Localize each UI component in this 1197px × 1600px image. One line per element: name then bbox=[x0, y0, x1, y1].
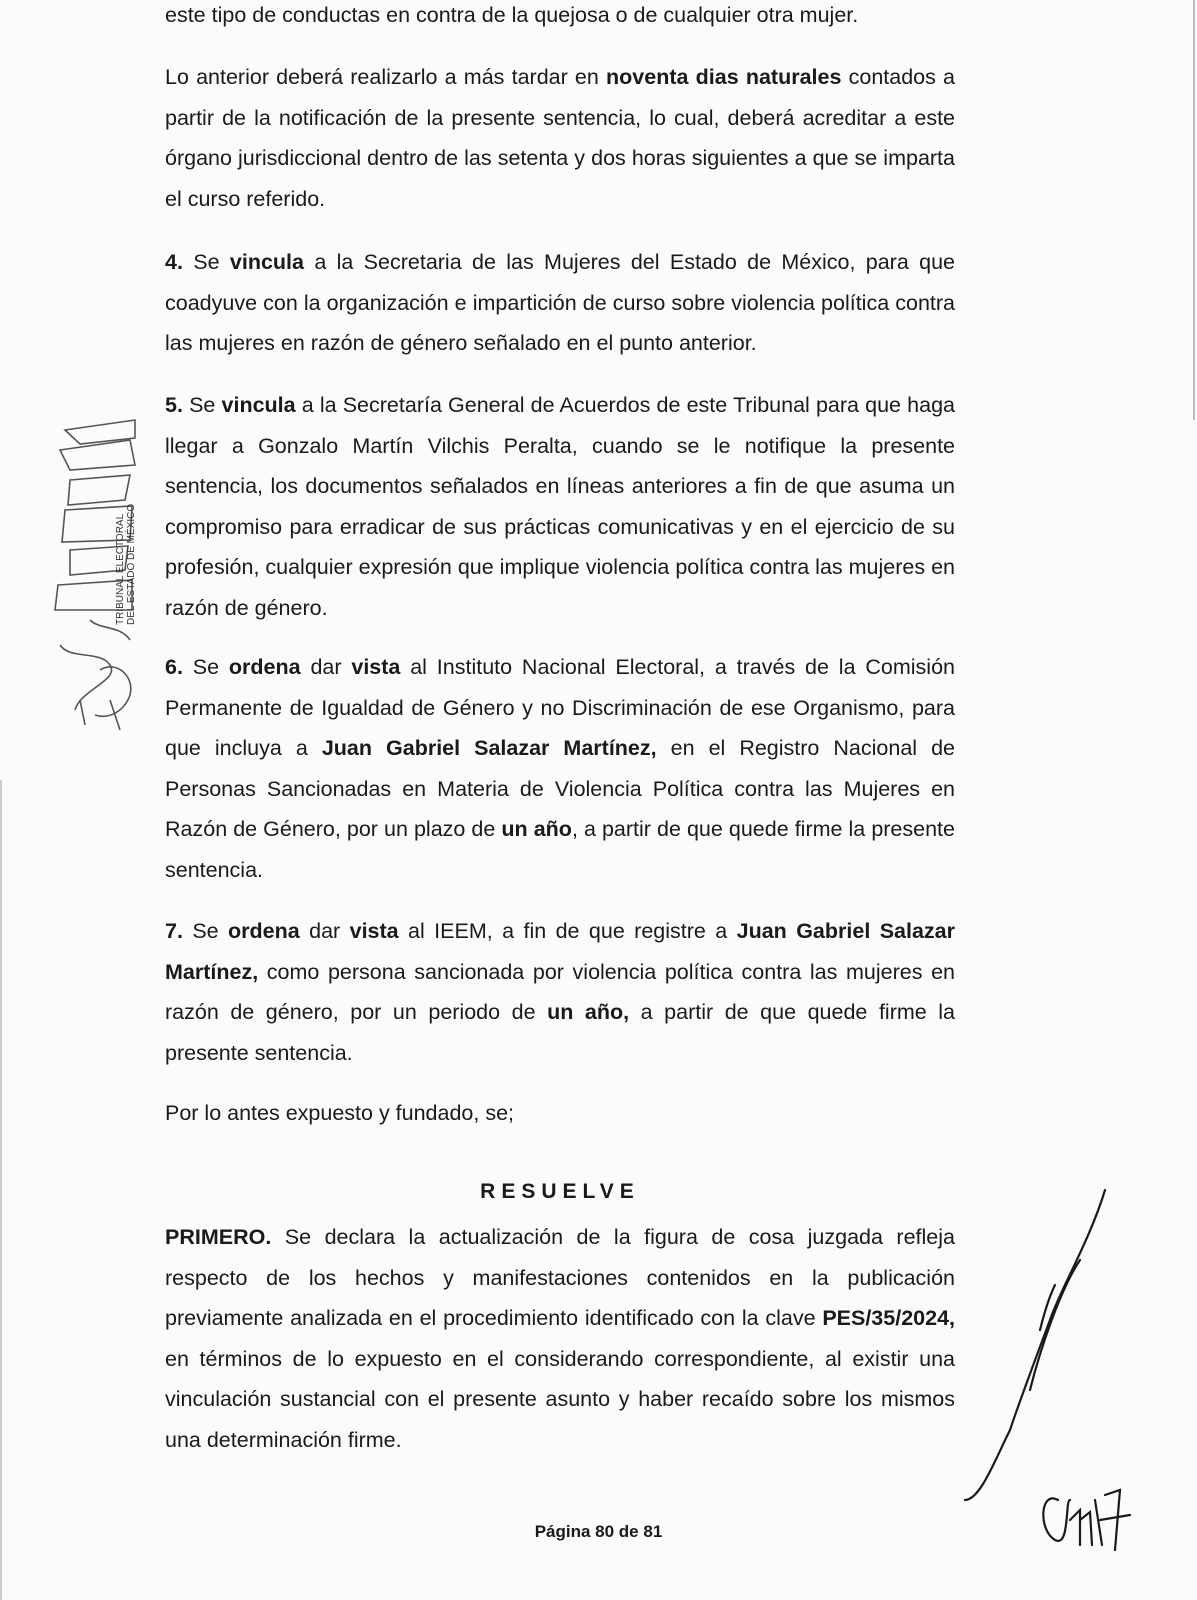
page-number: Página 80 de 81 bbox=[534, 1522, 663, 1541]
paragraph-point-4: 4. Se vincula a la Secretaria de las Mujeres del Estado de México, para que coadyuve con la organización e impartición de curso sobre violencia política contra las mujeres en razón de género señalado en el punto anterior. bbox=[165, 250, 956, 355]
paragraph-point-7: 7. Se ordena dar vista al IEEM, a fin de que registre a Juan Gabriel Salazar Martínez, como persona sancionada por violencia política contra las mujeres en razón de género, por un periodo de un año, a partir de que quede firme la presente sentencia. bbox=[165, 919, 956, 1065]
page-edge-left bbox=[0, 780, 2, 1600]
svg-text:TRIBUNAL ELECTORAL: TRIBUNAL ELECTORAL bbox=[115, 513, 126, 625]
paragraph-point-6: 6. Se ordena dar vista al Instituto Nacional Electoral, a través de la Comisión Permanente de Igualdad de Género y no Discriminación de ese Organismo, para que incluya a Juan Gabriel Salazar Martínez, en el Registro Nacional de Personas Sancionadas en Materia de Violencia Política contra las Mujeres en Razón de Género, por un plazo de un año, a partir de que quede firme la presente sentencia. bbox=[165, 655, 955, 882]
page-edge-right bbox=[1193, 0, 1195, 420]
seal-lettering bbox=[115, 420, 135, 630]
svg-text:DEL ESTADO DE MÉXICO: DEL ESTADO DE MÉXICO bbox=[126, 503, 137, 625]
paragraph-point-5: 5. Se vincula a la Secretaría General de Acuerdos de este Tribunal para que haga llegar a Gonzalo Martín Vilchis Peralta, cuando se le notifique la presente sentencia, los documentos señalados en líneas anteriores a fin de que asuma un compromiso para erradicar de sus prácticas comunicativas y en el ejercicio de su profesión, cualquier expresión que implique violencia política contra las mujeres en razón de género. bbox=[165, 393, 955, 620]
paragraph-continuation: este tipo de conductas en contra de la quejosa o de cualquier otra mujer. bbox=[165, 3, 859, 27]
signature-icon bbox=[940, 1200, 1190, 1590]
section-heading: RESUELVE bbox=[480, 1180, 640, 1203]
paragraph-deadline: Lo anterior deberá realizarlo a más tardar en noventa dias naturales contados a partir de la notificación de la presente sentencia, lo cual, deberá acreditar a este órgano jurisdiccional dentro de las setenta y dos horas siguientes a que se imparta el curso referido. bbox=[165, 65, 955, 211]
paragraph-primero: PRIMERO. Se declara la actualización de la figura de cosa juzgada refleja respecto de los hechos y manifestaciones contenidos en la publicación previamente analizada en el procedimiento identificado con la clave PES/35/2024, en términos de lo expuesto en el considerando correspondiente, al existir una vinculación sustancial con el presente asunto y haber recaído sobre los mismos una determinación firme. bbox=[165, 1225, 955, 1452]
paragraph-closing: Por lo antes expuesto y fundado, se; bbox=[165, 1101, 515, 1125]
tribunal-seal-icon bbox=[40, 410, 180, 740]
